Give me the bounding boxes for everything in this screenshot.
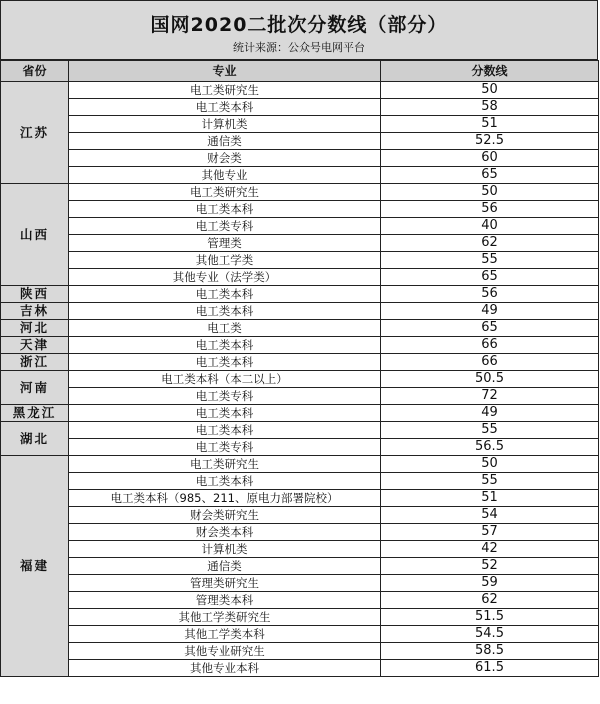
province-cell: 浙江 <box>1 354 69 371</box>
major-cell: 电工类 <box>69 320 381 337</box>
table-row <box>1 575 599 592</box>
table-row <box>1 201 599 218</box>
major-cell: 电工类本科 <box>69 422 381 439</box>
major-cell: 计算机类 <box>69 541 381 558</box>
table-row <box>1 439 599 456</box>
major-cell: 电工类本科 <box>69 473 381 490</box>
table-row <box>1 609 599 626</box>
table-row <box>1 660 599 677</box>
province-cell: 江苏 <box>1 82 69 184</box>
province-cell: 天津 <box>1 337 69 354</box>
table-row <box>1 320 599 337</box>
major-cell: 其他专业 <box>69 167 381 184</box>
score-cell: 56 <box>381 286 599 303</box>
score-cell: 50 <box>381 82 599 99</box>
score-cell: 65 <box>381 167 599 184</box>
score-cell: 49 <box>381 405 599 422</box>
score-cell: 62 <box>381 235 599 252</box>
major-cell: 管理类本科 <box>69 592 381 609</box>
major-cell: 电工类本科（本二以上） <box>69 371 381 388</box>
table-row <box>1 456 599 473</box>
table-row <box>1 558 599 575</box>
score-table <box>0 60 599 677</box>
score-cell: 65 <box>381 320 599 337</box>
score-cell: 60 <box>381 150 599 167</box>
major-cell: 电工类本科 <box>69 286 381 303</box>
source-note: 统计来源：公众号电网平台 <box>233 41 365 54</box>
table-row <box>1 473 599 490</box>
table-row <box>1 541 599 558</box>
score-cell: 66 <box>381 354 599 371</box>
province-cell: 山西 <box>1 184 69 286</box>
table-row <box>1 388 599 405</box>
score-cell: 58.5 <box>381 643 599 660</box>
score-cell: 52.5 <box>381 133 599 150</box>
table-row <box>1 490 599 507</box>
header-row <box>1 61 599 82</box>
score-cell: 58 <box>381 99 599 116</box>
score-cell: 49 <box>381 303 599 320</box>
major-cell: 电工类专科 <box>69 388 381 405</box>
table-row <box>1 286 599 303</box>
major-cell: 管理类 <box>69 235 381 252</box>
table-row <box>1 337 599 354</box>
header-province: 省份 <box>1 61 69 82</box>
table-row <box>1 252 599 269</box>
table-row <box>1 235 599 252</box>
major-cell: 电工类专科 <box>69 218 381 235</box>
score-cell: 50 <box>381 456 599 473</box>
title-block <box>0 0 598 60</box>
table-row <box>1 643 599 660</box>
major-cell: 电工类本科 <box>69 99 381 116</box>
major-cell: 其他专业（法学类） <box>69 269 381 286</box>
major-cell: 其他专业本科 <box>69 660 381 677</box>
score-cell: 54 <box>381 507 599 524</box>
table-row <box>1 524 599 541</box>
province-cell: 河南 <box>1 371 69 405</box>
score-cell: 72 <box>381 388 599 405</box>
major-cell: 通信类 <box>69 558 381 575</box>
score-cell: 55 <box>381 252 599 269</box>
major-cell: 电工类研究生 <box>69 82 381 99</box>
score-cell: 62 <box>381 592 599 609</box>
major-cell: 电工类专科 <box>69 439 381 456</box>
score-cell: 61.5 <box>381 660 599 677</box>
province-cell: 黑龙江 <box>1 405 69 422</box>
province-cell: 湖北 <box>1 422 69 456</box>
major-cell: 电工类本科（985、211、原电力部署院校） <box>69 490 381 507</box>
table-row <box>1 626 599 643</box>
table-row <box>1 354 599 371</box>
table-body <box>1 82 599 677</box>
table-row <box>1 82 599 99</box>
score-cell: 55 <box>381 422 599 439</box>
major-cell: 其他工学类 <box>69 252 381 269</box>
score-cell: 54.5 <box>381 626 599 643</box>
header-major: 专业 <box>69 61 381 82</box>
table-row <box>1 371 599 388</box>
province-cell: 吉林 <box>1 303 69 320</box>
score-cell: 40 <box>381 218 599 235</box>
table-row <box>1 269 599 286</box>
table-row <box>1 167 599 184</box>
major-cell: 电工类本科 <box>69 354 381 371</box>
header-score: 分数线 <box>381 61 599 82</box>
page-title: 国网2020二批次分数线（部分） <box>150 14 448 36</box>
province-cell: 河北 <box>1 320 69 337</box>
province-cell: 陕西 <box>1 286 69 303</box>
major-cell: 计算机类 <box>69 116 381 133</box>
table-row <box>1 405 599 422</box>
score-cell: 51.5 <box>381 609 599 626</box>
major-cell: 财会类 <box>69 150 381 167</box>
score-cell: 52 <box>381 558 599 575</box>
score-cell: 59 <box>381 575 599 592</box>
score-cell: 56 <box>381 201 599 218</box>
table-row <box>1 303 599 320</box>
major-cell: 其他工学类本科 <box>69 626 381 643</box>
table-row <box>1 150 599 167</box>
major-cell: 电工类本科 <box>69 201 381 218</box>
table-row <box>1 507 599 524</box>
table-row <box>1 184 599 201</box>
major-cell: 电工类本科 <box>69 337 381 354</box>
table-row <box>1 99 599 116</box>
major-cell: 财会类研究生 <box>69 507 381 524</box>
major-cell: 其他工学类研究生 <box>69 609 381 626</box>
major-cell: 管理类研究生 <box>69 575 381 592</box>
table-row <box>1 133 599 150</box>
score-cell: 57 <box>381 524 599 541</box>
major-cell: 其他专业研究生 <box>69 643 381 660</box>
major-cell: 电工类本科 <box>69 303 381 320</box>
table-row <box>1 116 599 133</box>
score-cell: 55 <box>381 473 599 490</box>
score-cell: 65 <box>381 269 599 286</box>
major-cell: 电工类研究生 <box>69 184 381 201</box>
score-cell: 51 <box>381 116 599 133</box>
score-cell: 51 <box>381 490 599 507</box>
major-cell: 电工类研究生 <box>69 456 381 473</box>
province-cell: 福建 <box>1 456 69 677</box>
table-row <box>1 218 599 235</box>
major-cell: 电工类本科 <box>69 405 381 422</box>
score-cell: 66 <box>381 337 599 354</box>
score-cell: 50 <box>381 184 599 201</box>
major-cell: 财会类本科 <box>69 524 381 541</box>
score-cell: 50.5 <box>381 371 599 388</box>
score-cell: 56.5 <box>381 439 599 456</box>
table-row <box>1 422 599 439</box>
score-cell: 42 <box>381 541 599 558</box>
table-row <box>1 592 599 609</box>
major-cell: 通信类 <box>69 133 381 150</box>
